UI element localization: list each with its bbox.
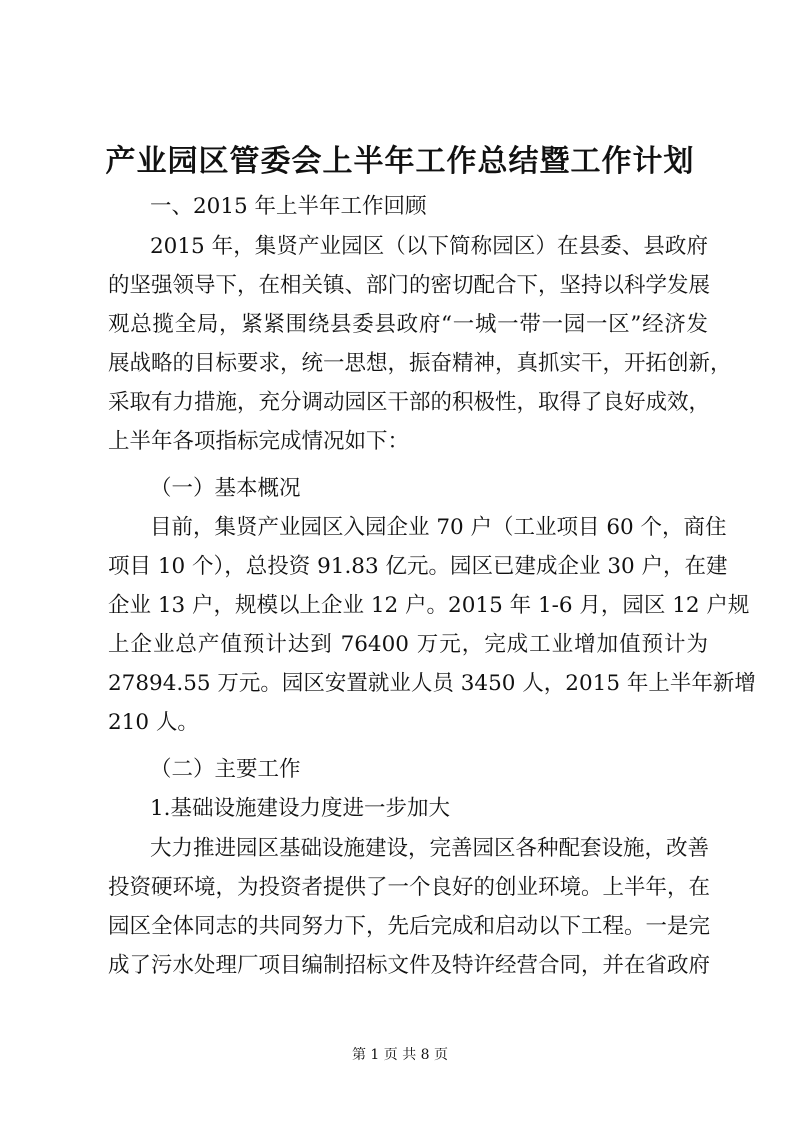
paragraph-line: 大力推进园区基础设施建设，完善园区各种配套设施，改善 xyxy=(150,836,710,861)
paragraph-line: 展战略的目标要求，统一思想，振奋精神，真抓实干，开拓创新， xyxy=(108,351,732,376)
subsection-heading: （二）主要工作 xyxy=(150,757,301,782)
paragraph-line: 目前，集贤产业园区入园企业 70 户（工业项目 60 个，商住 xyxy=(150,515,727,540)
item-heading: 1.基础设施建设力度进一步加大 xyxy=(150,796,451,821)
paragraph-line: 投资硬环境，为投资者提供了一个良好的创业环境。上半年，在 xyxy=(108,875,711,900)
paragraph-line: 项目 10 个），总投资 91.83 亿元。园区已建成企业 30 户，在建 xyxy=(108,554,728,579)
page-footer: 第 1 页 共 8 页 xyxy=(351,1047,449,1063)
paragraph-line: 的坚强领导下，在相关镇、部门的密切配合下，坚持以科学发展 xyxy=(108,273,711,298)
paragraph-line: 企业 13 户，规模以上企业 12 户。2015 年 1-6 月，园区 12 户规 xyxy=(108,593,750,618)
paragraph-line: 观总揽全局，紧紧围绕县委县政府“一城一带一园一区”经济发 xyxy=(108,312,708,337)
paragraph-line: 成了污水处理厂项目编制招标文件及特许经营合同，并在省政府 xyxy=(108,953,711,978)
paragraph-line: 上半年各项指标完成情况如下： xyxy=(108,429,410,454)
paragraph-line: 园区全体同志的共同努力下，先后完成和启动以下工程。一是完 xyxy=(108,914,711,939)
paragraph-line: 210 人。 xyxy=(108,710,199,735)
paragraph-line: 采取有力措施，充分调动园区干部的积极性，取得了良好成效， xyxy=(108,390,711,415)
paragraph-line: 27894.55 万元。园区安置就业人员 3450 人，2015 年上半年新增 xyxy=(108,671,756,696)
paragraph-line: 上企业总产值预计达到 76400 万元，完成工业增加值预计为 xyxy=(108,632,708,657)
document-title: 产业园区管委会上半年工作总结暨工作计划 xyxy=(105,144,695,179)
subsection-heading: （一）基本概况 xyxy=(150,476,301,501)
paragraph-line: 2015 年，集贤产业园区（以下简称园区）在县委、县政府 xyxy=(150,234,708,259)
section-heading: 一、2015 年上半年工作回顾 xyxy=(150,194,427,219)
